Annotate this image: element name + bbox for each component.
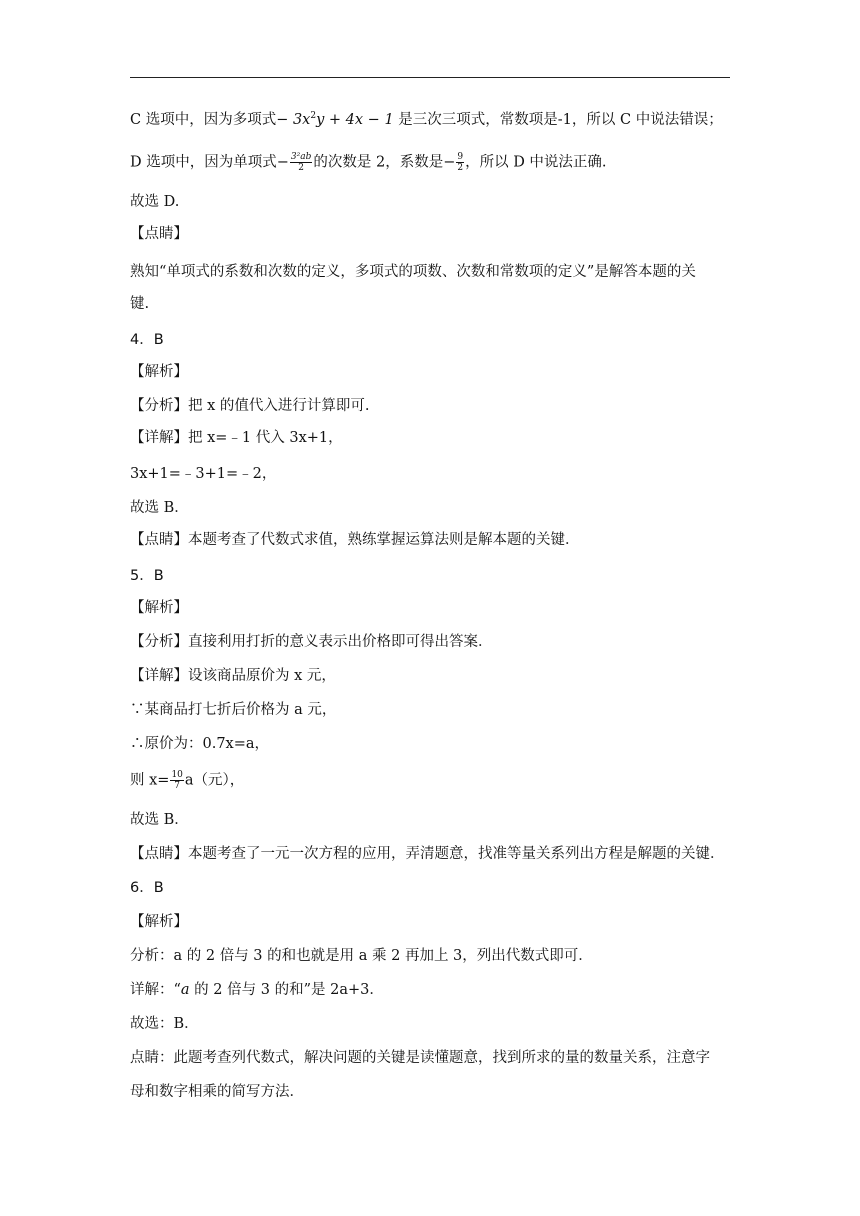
paragraph-line: 母和数字相乘的简写方法． <box>130 1084 304 1100</box>
text-segment: 详解：“ <box>130 982 181 998</box>
fraction-numerator: 3²ab <box>290 152 312 162</box>
answer-line: 故选 B． <box>130 812 189 828</box>
question-number: 5．B <box>130 568 164 584</box>
section-heading: 【解析】 <box>130 914 188 930</box>
question-number: 6．B <box>130 880 164 896</box>
fraction-denominator: 7 <box>174 781 181 791</box>
fraction-numerator: 9 <box>457 152 464 162</box>
math-superscript: 2 <box>310 111 317 122</box>
paragraph-line <box>130 770 244 791</box>
paragraph-line <box>130 980 384 1000</box>
question-number: 4．B <box>130 332 164 348</box>
paragraph-line: 【点睛】本题考查了代数式求值，熟练掌握运算法则是解本题的关键． <box>130 532 580 548</box>
paragraph-line: 键. <box>130 296 150 312</box>
line-option-c <box>130 110 723 130</box>
line-option-d <box>130 152 607 173</box>
paragraph-line: 【分析】直接利用打折的意义表示出价格即可得出答案． <box>130 634 493 650</box>
fraction <box>456 152 464 173</box>
fraction-numerator: 10 <box>171 770 183 780</box>
answer-line: 故选：B． <box>130 1016 199 1032</box>
math-expression: − 3x <box>276 112 311 128</box>
paragraph-line: 点睛：此题考查列代数式，解决问题的关键是读懂题意，找到所求的量的数量关系，注意字 <box>130 1050 710 1066</box>
text-segment: a（元）， <box>184 772 245 789</box>
math-sign: − <box>443 154 456 171</box>
math-variable: a <box>180 982 190 998</box>
fraction <box>290 152 312 173</box>
section-heading: 【解析】 <box>130 364 188 380</box>
paragraph-line: 熟知“单项式的系数和次数的定义，多项式的项数、次数和常数项的定义”是解答本题的关 <box>130 264 696 280</box>
paragraph-line: 【详解】把 x=﹣1 代入 3x+1， <box>130 430 343 446</box>
fraction-denominator: 2 <box>457 163 464 173</box>
math-expression: y + 4x − 1 <box>316 112 394 128</box>
section-heading: 【点睛】 <box>130 226 188 242</box>
paragraph-line: 【详解】设该商品原价为 x 元， <box>130 668 336 684</box>
paragraph-line: 【点睛】本题考查了一元一次方程的应用，弄清题意，找准等量关系列出方程是解题的关键． <box>130 846 725 862</box>
paragraph-line: 分析：a 的 2 倍与 3 的和也就是用 a 乘 2 再加上 3，列出代数式即可． <box>130 948 593 964</box>
paragraph-line: ∴原价为：0.7x=a， <box>130 736 270 752</box>
section-heading: 【解析】 <box>130 600 188 616</box>
text-segment: C 选项中，因为多项式 <box>130 112 277 128</box>
paragraph-line: 【分析】把 x 的值代入进行计算即可. <box>130 398 370 414</box>
math-sign: − <box>276 154 289 171</box>
text-segment: 的次数是 2，系数是 <box>313 154 444 171</box>
text-segment: D 选项中，因为单项式 <box>130 154 277 171</box>
text-segment: 则 x= <box>130 772 170 789</box>
fraction <box>170 770 183 791</box>
answer-line: 故选 B． <box>130 500 189 516</box>
header-rule <box>130 77 730 78</box>
text-segment: ，所以 D 中说法正确. <box>465 154 607 171</box>
text-segment: 是三次三项式，常数项是-1，所以 C 中说法错误； <box>393 112 723 128</box>
paragraph-line: 3x+1=﹣3+1=﹣2， <box>130 466 277 482</box>
paragraph-line: ∵某商品打七折后价格为 a 元， <box>130 702 337 718</box>
fraction-denominator: 2 <box>298 163 304 173</box>
answer-line: 故选 D. <box>130 194 180 210</box>
text-segment: 的 2 倍与 3 的和”是 2a+3． <box>189 982 384 998</box>
